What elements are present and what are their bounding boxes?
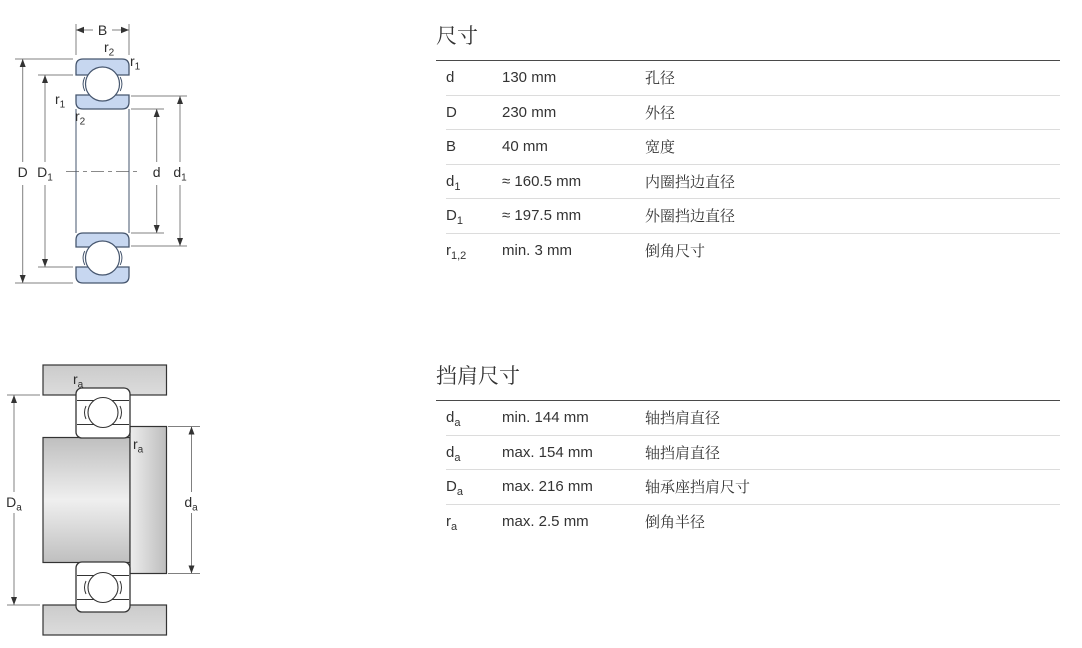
dimension-description: 倒角半径 <box>645 513 706 531</box>
dimension-description: 内圈挡边直径 <box>645 173 736 191</box>
table-title: 尺寸 <box>436 24 1060 61</box>
abutment-dimensions-table <box>436 364 1060 538</box>
label-r1-left: $r_1$ <box>55 91 66 111</box>
label-da: $d_a$ <box>184 494 198 514</box>
dimension-value: max. 154 mm <box>502 443 593 461</box>
dimension-description: 轴挡肩直径 <box>645 444 721 462</box>
table-row <box>446 470 1060 505</box>
dimension-value: 40 mm <box>502 138 548 156</box>
bearing-cross-section-diagram <box>0 0 210 312</box>
label-ra-shaft: $r_a$ <box>133 436 144 456</box>
dimensions-table <box>436 24 1060 267</box>
bearing-ball <box>88 398 118 428</box>
dimension-value: min. 144 mm <box>502 409 589 427</box>
dimension-symbol: B <box>446 138 457 156</box>
table-row <box>446 130 1060 165</box>
dimension-description: 倒角尺寸 <box>645 242 706 260</box>
table-row <box>446 96 1060 131</box>
dimension-description: 孔径 <box>645 70 676 88</box>
table-row <box>446 401 1060 436</box>
label-d1: $d_1$ <box>173 164 187 184</box>
dimension-symbol: $d_a$ <box>446 443 461 464</box>
table-row <box>446 165 1060 200</box>
label-d: d <box>152 164 161 180</box>
bearing-ball <box>86 67 120 101</box>
label-D: D <box>17 164 28 180</box>
table-row <box>446 505 1060 539</box>
dimension-value: max. 216 mm <box>502 478 593 496</box>
table-row <box>446 199 1060 234</box>
dimension-value: 130 mm <box>502 69 557 87</box>
label-Da: $D_a$ <box>6 494 22 514</box>
dimension-symbol: $d_1$ <box>446 172 461 193</box>
shaft-body <box>43 438 130 563</box>
dimension-symbol: d <box>446 69 455 87</box>
label-D1: $D_1$ <box>37 164 53 184</box>
dimension-description: 外圈挡边直径 <box>645 208 736 226</box>
label-B: B <box>97 22 108 38</box>
mounted-bearing-diagram <box>0 358 210 648</box>
dimension-symbol: $r_a$ <box>446 512 458 533</box>
dimension-value: max. 2.5 mm <box>502 512 589 530</box>
dimension-description: 轴承座挡肩尺寸 <box>645 479 751 497</box>
dimension-description: 轴挡肩直径 <box>645 410 721 428</box>
dimension-value: ≈ 197.5 mm <box>502 207 582 225</box>
label-r2-left: $r_2$ <box>75 108 86 128</box>
dimension-symbol: D <box>446 103 457 121</box>
table-row <box>446 436 1060 471</box>
dimension-symbol: $D_1$ <box>446 207 463 228</box>
dimension-symbol: $r_{1,2}$ <box>446 241 467 262</box>
bearing-ball <box>86 241 120 275</box>
dimension-value: min. 3 mm <box>502 241 573 259</box>
bearing-ball <box>88 573 118 603</box>
label-r2-top: $r_2$ <box>104 39 115 59</box>
label-ra-housing: $r_a$ <box>73 371 84 391</box>
table-title: 挡肩尺寸 <box>436 364 1060 401</box>
dimension-value: 230 mm <box>502 103 557 121</box>
dimension-symbol: $d_a$ <box>446 409 461 430</box>
dimension-symbol: $D_a$ <box>446 478 463 499</box>
dimension-description: 外径 <box>645 104 676 122</box>
table-row <box>446 234 1060 268</box>
table-row <box>446 61 1060 96</box>
dimension-value: ≈ 160.5 mm <box>502 172 582 190</box>
label-r1-top: $r_1$ <box>130 53 141 73</box>
dimension-description: 宽度 <box>645 139 676 157</box>
